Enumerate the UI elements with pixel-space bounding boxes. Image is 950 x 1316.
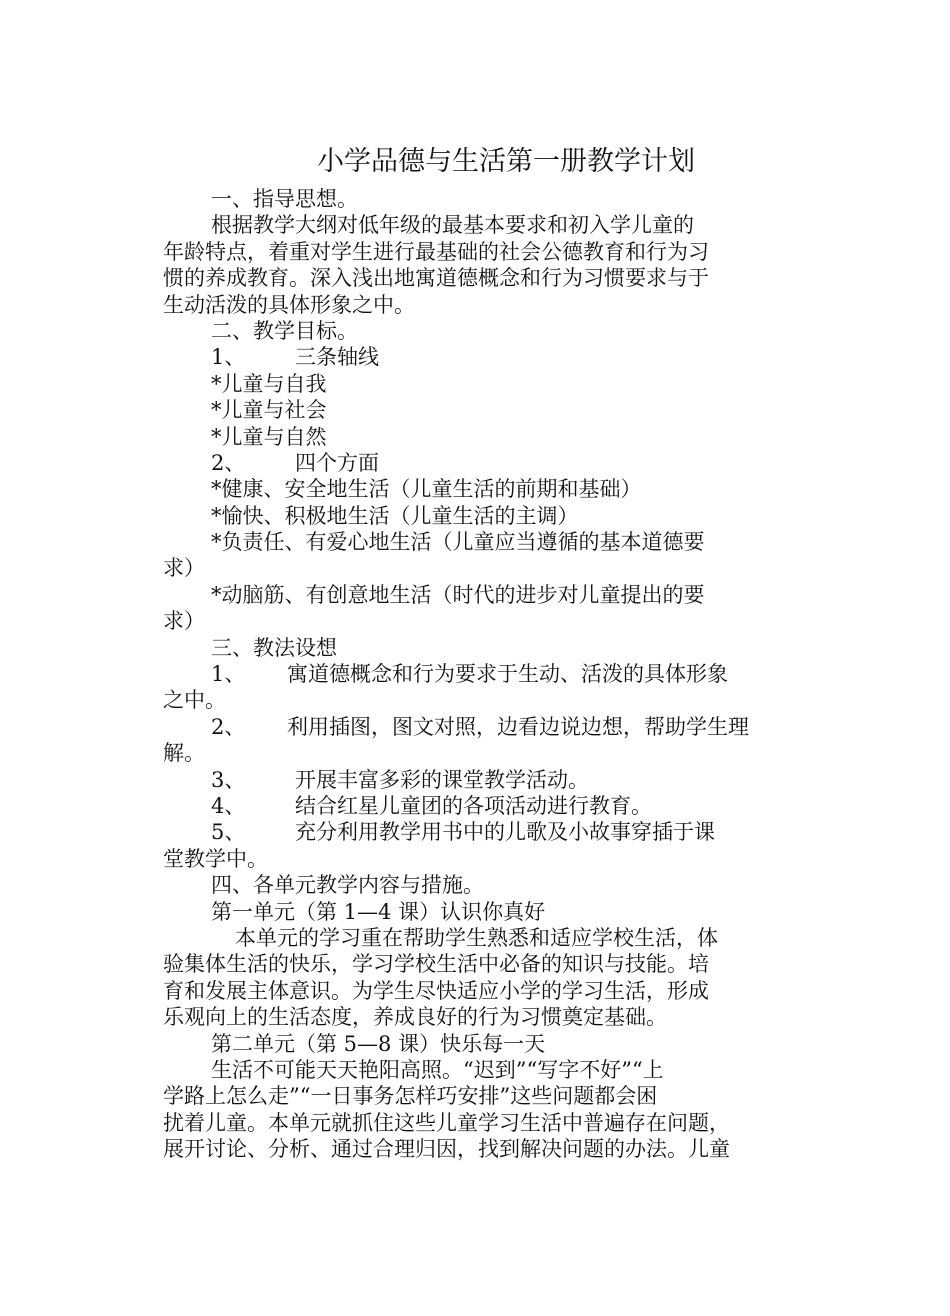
- item-text: 利用插图，图文对照，边看边说边想，帮助学生理: [287, 714, 749, 739]
- item-number: 1、: [211, 662, 246, 687]
- bullet-item: *健康、安全地生活（儿童生活的前期和基础）: [211, 477, 642, 502]
- numbered-item-continuation: 解。: [163, 741, 205, 766]
- item-text: 寓道德概念和行为要求于生动、活泼的具体形象: [287, 662, 728, 687]
- section-heading-teaching-goals: 二、教学目标。: [211, 318, 358, 343]
- paragraph-line: 扰着儿童。本单元就抓住这些儿童学习生活中普遍存在问题，: [163, 1110, 730, 1135]
- bullet-item-continuation: 求）: [163, 609, 205, 634]
- item-number: 2、: [211, 450, 246, 475]
- item-number: 4、: [211, 793, 246, 818]
- paragraph-line: 年龄特点，着重对学生进行最基础的社会公德教育和行为习: [163, 239, 709, 264]
- unit-heading: 第二单元（第 5—8 课）快乐每一天: [211, 1031, 546, 1056]
- bullet-item-continuation: 求）: [163, 556, 205, 581]
- paragraph-line: 展开讨论、分析、通过合理归因，找到解决问题的办法。儿童: [163, 1137, 730, 1162]
- paragraph-line: 生动活泼的具体形象之中。: [163, 292, 415, 317]
- document-title: 小学品德与生活第一册教学计划: [317, 146, 695, 177]
- bullet-item: *负责任、有爱心地生活（儿童应当遵循的基本道德要: [211, 530, 705, 555]
- paragraph-line: 根据教学大纲对低年级的最基本要求和初入学儿童的: [211, 213, 694, 238]
- document-body: [163, 143, 793, 1162]
- numbered-item: [163, 793, 793, 819]
- paragraph-line: 本单元的学习重在帮助学生熟悉和适应学校生活，体: [235, 925, 718, 950]
- paragraph-line: 学路上怎么走”“一日事务怎样巧安排”这些问题都会困: [163, 1084, 658, 1109]
- paragraph-line: 育和发展主体意识。为学生尽快适应小学的学习生活，形成: [163, 978, 709, 1003]
- item-text: 开展丰富多彩的课堂教学活动。: [295, 767, 589, 792]
- bullet-item: *愉快、积极地生活（儿童生活的主调）: [211, 503, 579, 528]
- item-text: 四个方面: [295, 450, 379, 475]
- item-number: 2、: [211, 714, 246, 739]
- numbered-item: [163, 714, 793, 740]
- bullet-item: *动脑筋、有创意地生活（时代的进步对儿童提出的要: [211, 582, 705, 607]
- section-heading-unit-content: 四、各单元教学内容与措施。: [211, 873, 484, 898]
- paragraph-line: 验集体生活的快乐，学习学校生活中必备的知识与技能。培: [163, 952, 709, 977]
- item-number: 5、: [211, 820, 246, 845]
- paragraph-line: 惯的养成教育。深入浅出地寓道德概念和行为习惯要求与于: [163, 266, 709, 291]
- item-text: 三条轴线: [295, 345, 379, 370]
- item-text: 结合红星儿童团的各项活动进行教育。: [295, 793, 652, 818]
- unit-heading: 第一单元（第 1—4 课）认识你真好: [211, 899, 546, 924]
- item-number: 3、: [211, 767, 246, 792]
- item-number: 1、: [211, 345, 246, 370]
- bullet-item: *儿童与自然: [211, 424, 327, 449]
- bullet-item: *儿童与自我: [211, 371, 327, 396]
- numbered-item: [163, 819, 793, 845]
- numbered-item-continuation: 之中。: [163, 688, 226, 713]
- numbered-item: [163, 661, 793, 687]
- section-heading-guiding-thought: 一、指导思想。: [211, 187, 358, 211]
- section-heading-teaching-methods: 三、教法设想: [211, 635, 337, 660]
- bullet-item: *儿童与社会: [211, 398, 327, 423]
- numbered-item-continuation: 堂教学中。: [163, 846, 268, 871]
- paragraph-line: 生活不可能天天艳阳高照。“迟到”“写字不好”“上: [211, 1057, 664, 1082]
- numbered-item: [163, 344, 793, 370]
- numbered-item: [163, 450, 793, 476]
- numbered-item: [163, 767, 793, 793]
- paragraph-line: 乐观向上的生活态度，养成良好的行为习惯奠定基础。: [163, 1005, 667, 1030]
- item-text: 充分利用教学用书中的儿歌及小故事穿插于课: [295, 820, 715, 845]
